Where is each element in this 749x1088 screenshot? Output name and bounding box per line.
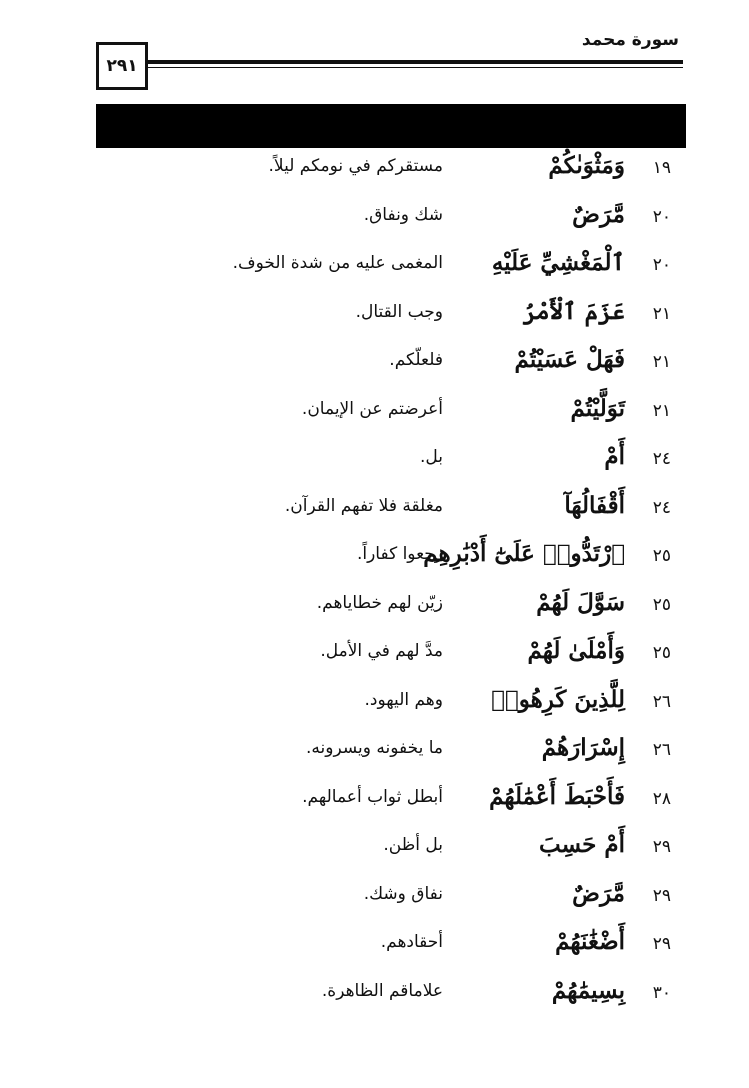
page-number: ٢٩١ xyxy=(96,42,148,90)
word-meaning: مدَّ لهم في الأمل. xyxy=(320,641,443,661)
glossary-row xyxy=(0,926,749,975)
verse-number: ٢٤ xyxy=(652,497,671,518)
glossary-row xyxy=(0,781,749,830)
quran-word: إِسْرَارَهُمْ xyxy=(541,734,625,761)
quran-word: مَّرَضٌ xyxy=(572,200,625,228)
word-meaning: أعرضتم عن الإيمان. xyxy=(301,398,443,419)
glossary-row xyxy=(0,441,749,490)
verse-number: ٢٨ xyxy=(652,788,671,809)
word-meaning: بل أظن. xyxy=(383,835,443,855)
quran-word: أَضْغَٰنَهُمْ xyxy=(555,928,625,955)
glossary-row xyxy=(0,975,749,1024)
word-meaning: رجعوا كفاراً. xyxy=(356,544,443,564)
quran-word: أَمْ xyxy=(604,443,625,470)
quran-word: بِسِيمَٰهُمْ xyxy=(551,976,625,1004)
glossary-row xyxy=(0,296,749,345)
black-band xyxy=(96,104,686,148)
header-rule-thick xyxy=(148,60,683,64)
word-meaning: زيّن لهم خطاياهم. xyxy=(316,592,443,613)
glossary-row xyxy=(0,344,749,393)
word-meaning: أبطل ثواب أعمالهم. xyxy=(302,786,443,807)
quran-word: مَّرَضٌ xyxy=(572,879,625,907)
glossary-row xyxy=(0,538,749,587)
glossary-row xyxy=(0,587,749,636)
quran-word: فَأَحْبَطَ أَعْمَٰلَهُمْ xyxy=(489,782,625,810)
page-header xyxy=(96,28,683,90)
glossary-row xyxy=(0,393,749,442)
word-meaning: علاماقم الظاهرة. xyxy=(321,980,443,1001)
verse-number: ٢٤ xyxy=(652,449,671,469)
verse-number: ٢١ xyxy=(652,400,671,421)
glossary-row xyxy=(0,684,749,733)
verse-number: ٢٠ xyxy=(652,255,671,275)
glossary-row xyxy=(0,199,749,248)
verse-number: ٢٦ xyxy=(652,740,671,760)
verse-number: ٢٥ xyxy=(652,546,671,566)
word-meaning: وهم اليهود. xyxy=(364,689,443,710)
verse-number: ٢٩ xyxy=(652,837,671,857)
quran-word: لِلَّذِينَ كَرِهُوا۟ xyxy=(491,685,625,713)
glossary-row xyxy=(0,247,749,296)
verse-number: ٢٦ xyxy=(652,691,671,712)
verse-number: ٢٥ xyxy=(652,594,671,615)
word-meaning: شك ونفاق. xyxy=(363,204,443,225)
word-meaning: مستقركم في نومكم ليلاً. xyxy=(268,156,443,176)
quran-word: سَوَّلَ لَهُمْ xyxy=(536,588,625,616)
verse-number: ١٩ xyxy=(652,158,671,178)
surah-title: سورة محمد xyxy=(581,30,679,50)
quran-word: ٱرْتَدُّوا۟ عَلَىٰٓ أَدْبَٰرِهِم xyxy=(423,540,625,567)
quran-word: تَوَلَّيْتُمْ xyxy=(570,394,625,422)
header-rule-thin xyxy=(148,67,683,68)
quran-word: وَأَمْلَىٰ لَهُمْ xyxy=(527,637,625,664)
glossary-list xyxy=(0,150,749,1023)
word-meaning: فلعلّكم. xyxy=(389,350,443,370)
glossary-row xyxy=(0,878,749,927)
quran-word: أَقْفَالُهَآ xyxy=(564,491,625,519)
quran-word: وَمَثْوَىٰكُمْ xyxy=(548,152,625,179)
verse-number: ٢٠ xyxy=(652,206,671,227)
verse-number: ٣٠ xyxy=(652,982,671,1003)
verse-number: ٢٩ xyxy=(652,934,671,954)
verse-number: ٢١ xyxy=(652,352,671,372)
glossary-row xyxy=(0,150,749,199)
quran-word: ٱلْمَغْشِيِّ عَلَيْهِ xyxy=(491,249,625,276)
word-meaning: بل. xyxy=(419,447,443,467)
verse-number: ٢١ xyxy=(652,303,671,324)
word-meaning: نفاق وشك. xyxy=(363,883,443,904)
glossary-row xyxy=(0,635,749,684)
word-meaning: وجب القتال. xyxy=(355,301,443,322)
word-meaning: المغمى عليه من شدة الخوف. xyxy=(232,253,443,273)
glossary-row xyxy=(0,829,749,878)
glossary-row xyxy=(0,490,749,539)
glossary-row xyxy=(0,732,749,781)
verse-number: ٢٥ xyxy=(652,643,671,663)
word-meaning: أحقادهم. xyxy=(380,932,443,952)
quran-word: عَزَمَ ٱلْأَمْرُ xyxy=(522,297,625,325)
quran-word: فَهَلْ عَسَيْتُمْ xyxy=(514,346,625,373)
verse-number: ٢٩ xyxy=(652,885,671,906)
word-meaning: مغلقة فلا تفهم القرآن. xyxy=(284,495,443,516)
quran-word: أَمْ حَسِبَ xyxy=(539,831,625,858)
word-meaning: ما يخفونه ويسرونه. xyxy=(306,738,443,758)
